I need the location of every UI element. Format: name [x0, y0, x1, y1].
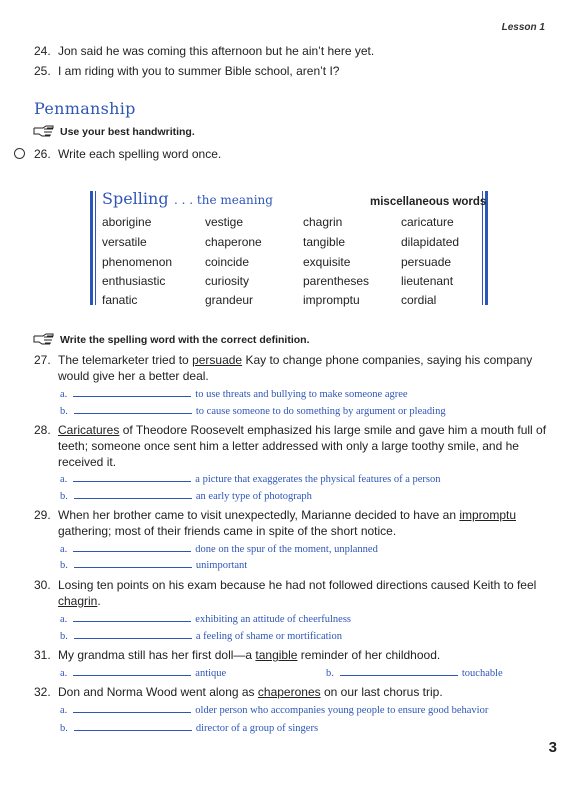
- spelling-word: impromptu: [303, 293, 360, 307]
- answer-blank[interactable]: [74, 489, 192, 499]
- underlined-word: tangible: [255, 648, 298, 662]
- question-number: 30.: [34, 578, 51, 592]
- underlined-word: Caricatures: [58, 423, 120, 437]
- question-text-pre: My grandma still has her first doll—a: [58, 648, 256, 662]
- spelling-word: coincide: [205, 255, 250, 269]
- underlined-word: chaperones: [257, 685, 321, 699]
- answer-blank[interactable]: [74, 629, 192, 639]
- spelling-word: lieutenant: [401, 274, 454, 288]
- answer-blank[interactable]: [73, 542, 191, 552]
- question-text-post: reminder of her childhood.: [297, 648, 441, 662]
- option-text: director of a group of singers: [195, 723, 319, 734]
- answer-blank[interactable]: [73, 703, 191, 713]
- lesson-label: Lesson 1: [501, 22, 545, 33]
- spelling-word: curiosity: [205, 274, 250, 288]
- question-text: [58, 352, 548, 384]
- option-letter: b.: [60, 631, 68, 642]
- question-text: Write each spelling word once.: [58, 147, 222, 161]
- spelling-word: versatile: [102, 235, 147, 249]
- spelling-word: cordial: [401, 293, 437, 307]
- miscellaneous-label: miscellaneous words: [370, 196, 487, 208]
- box-border-right: [485, 191, 488, 305]
- option-text: a picture that exaggerates the physical features of a person: [195, 474, 441, 485]
- spelling-word: chagrin: [303, 215, 343, 229]
- question-text-pre: Don and Norma Wood went along as: [58, 685, 258, 699]
- spelling-title: Spelling: [102, 189, 169, 208]
- box-border-left-inner: [95, 191, 96, 305]
- option-text: unimportant: [195, 560, 248, 571]
- spelling-word: grandeur: [205, 293, 254, 307]
- question-text-post: Kay to change phone companies, saying his company would give her a better deal.: [58, 353, 533, 383]
- option-b: [60, 721, 318, 734]
- question-text: [58, 684, 548, 700]
- answer-blank[interactable]: [73, 387, 191, 397]
- option-letter: a.: [60, 614, 68, 625]
- option-letter: a.: [60, 389, 68, 400]
- answer-blank[interactable]: [73, 472, 191, 482]
- question-number: 31.: [34, 648, 51, 662]
- option-a: [60, 472, 440, 485]
- option-a: [60, 666, 226, 679]
- question-text: [58, 647, 548, 663]
- option-text: exhibiting an attitude of cheerfulness: [195, 614, 351, 625]
- spelling-word: fanatic: [102, 293, 138, 307]
- option-text: older person who accompanies young people to ensure good behavior: [195, 705, 489, 716]
- option-letter: a.: [60, 474, 68, 485]
- spelling-word: persuade: [401, 255, 452, 269]
- answer-blank[interactable]: [74, 721, 192, 731]
- option-letter: a.: [60, 668, 68, 679]
- question-text: Jon said he was coming this afternoon but he ain’t here yet.: [58, 44, 375, 58]
- definitions-instruction: Write the spelling word with the correct definition.: [60, 334, 310, 346]
- answer-blank[interactable]: [74, 558, 192, 568]
- option-text: an early type of photograph: [195, 491, 312, 502]
- pointing-hand-icon: [33, 332, 55, 351]
- option-b: [60, 489, 312, 502]
- option-b: [60, 558, 247, 571]
- underlined-word: chagrin: [58, 594, 98, 608]
- question-text-pre: Losing ten points on his exam because he had not followed directions caused Keith to feel: [58, 578, 537, 592]
- option-a: [60, 387, 408, 400]
- spelling-word: parentheses: [303, 274, 370, 288]
- option-letter: a.: [60, 705, 68, 716]
- spelling-word: aborigine: [102, 215, 152, 229]
- question-text: [58, 507, 548, 539]
- spelling-word: enthusiastic: [102, 274, 166, 288]
- option-a: [60, 542, 378, 555]
- question-text-post: of Theodore Roosevelt emphasized his large smile and gave him a mouth full of teeth; someone once sent him a letter addressed with only a large toothy smile, and he received it.: [58, 423, 547, 469]
- question-text-post: .: [97, 594, 101, 608]
- option-letter: a.: [60, 544, 68, 555]
- option-a: [60, 612, 351, 625]
- question-number: 28.: [34, 423, 51, 437]
- question-number: 29.: [34, 508, 51, 522]
- option-letter: b.: [60, 723, 68, 734]
- spelling-word: phenomenon: [102, 255, 173, 269]
- underlined-word: persuade: [192, 353, 243, 367]
- option-letter: b.: [60, 491, 68, 502]
- option-b: [60, 629, 342, 642]
- spelling-word: tangible: [303, 235, 346, 249]
- spelling-subtitle: . . . the meaning: [174, 193, 273, 207]
- box-border-left: [90, 191, 93, 305]
- spelling-word: caricature: [401, 215, 454, 229]
- question-24: [0, 43, 587, 59]
- answer-blank[interactable]: [340, 666, 458, 676]
- box-border-right-inner: [482, 191, 483, 305]
- question-text: [58, 577, 548, 609]
- option-b: [60, 404, 446, 417]
- question-text-post: gathering; most of their friends came in spite of the short notice.: [58, 524, 397, 538]
- option-b: [326, 666, 503, 679]
- question-text: [58, 422, 548, 470]
- option-text: to cause someone to do something by argument or pleading: [195, 406, 446, 417]
- question-25: [0, 63, 587, 79]
- question-number: 24.: [34, 44, 51, 58]
- question-text-pre: When her brother came to visit unexpectedly, Marianne decided to have an: [58, 508, 460, 522]
- spelling-word: vestige: [205, 215, 244, 229]
- question-number: 32.: [34, 685, 51, 699]
- question-text: I am riding with you to summer Bible school, aren’t I?: [58, 64, 340, 78]
- option-text: antique: [195, 668, 227, 679]
- option-letter: b.: [60, 406, 68, 417]
- spelling-word: chaperone: [205, 235, 262, 249]
- option-text: touchable: [461, 668, 503, 679]
- question-text-pre: The telemarketer tried to: [58, 353, 193, 367]
- question-number: 27.: [34, 353, 51, 367]
- penmanship-instruction: Use your best handwriting.: [60, 126, 195, 138]
- question-26: [0, 146, 587, 162]
- option-letter: b.: [60, 560, 68, 571]
- option-text: a feeling of shame or mortification: [195, 631, 342, 642]
- pointing-hand-icon: [33, 124, 55, 143]
- option-a: [60, 703, 488, 716]
- page-number: 3: [548, 739, 557, 756]
- spelling-word-box: [90, 183, 488, 315]
- question-number: 26.: [34, 147, 51, 161]
- question-number: 25.: [34, 64, 51, 78]
- underlined-word: impromptu: [459, 508, 517, 522]
- answer-blank[interactable]: [73, 666, 191, 676]
- question-text-post: on our last chorus trip.: [320, 685, 443, 699]
- option-text: to use threats and bullying to make someone agree: [195, 389, 408, 400]
- spelling-word: dilapidated: [401, 235, 460, 249]
- spelling-word: exquisite: [303, 255, 351, 269]
- option-text: done on the spur of the moment, unplanned: [195, 544, 378, 555]
- answer-blank[interactable]: [74, 404, 192, 414]
- penmanship-heading: Penmanship: [34, 99, 136, 118]
- option-letter: b.: [326, 668, 334, 679]
- answer-blank[interactable]: [73, 612, 191, 622]
